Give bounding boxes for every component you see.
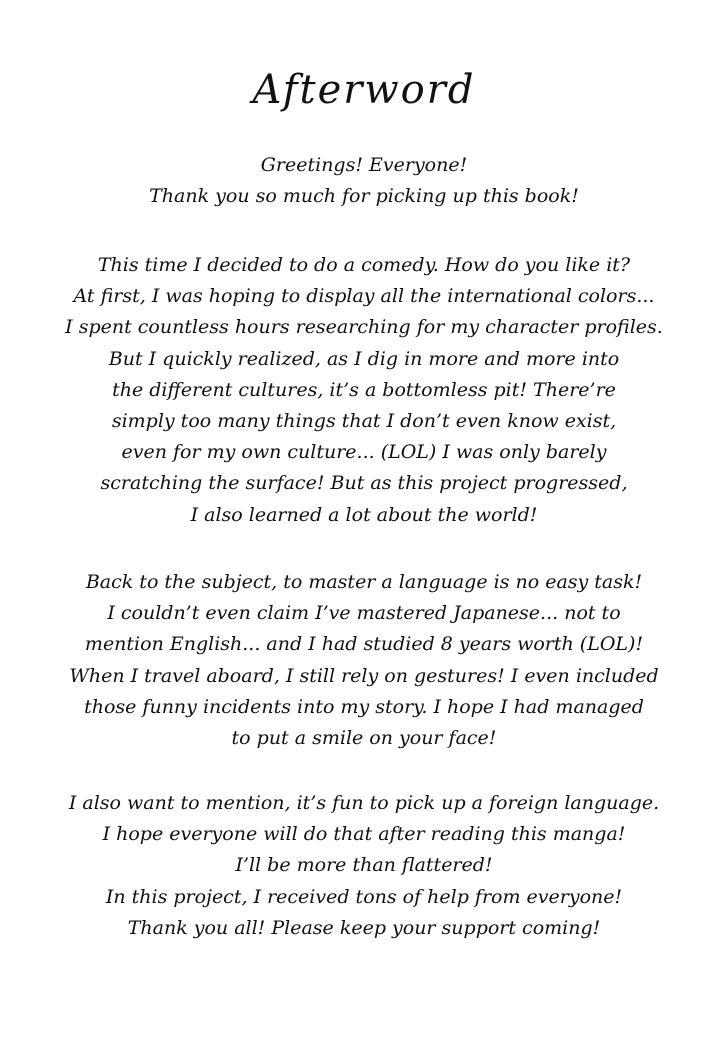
text-line: I couldn’t even claim I’ve mastered Japanese... not to bbox=[107, 602, 621, 625]
text-line: I also want to mention, it’s fun to pick up a foreign language. bbox=[68, 792, 660, 814]
text-line: Thank you all! Please keep your support coming! bbox=[127, 916, 601, 939]
text-line: Thank you so much for picking up this book! bbox=[149, 185, 579, 208]
paragraph-language bbox=[20, 567, 708, 754]
paragraph-thanks bbox=[20, 788, 708, 944]
text-line: This time I decided to do a comedy. How do you like it? bbox=[97, 254, 631, 276]
text-line: I also learned a lot about the world! bbox=[190, 503, 538, 526]
paragraph-greeting bbox=[20, 150, 708, 212]
text-line: scratching the surface! But as this project progressed, bbox=[100, 472, 628, 495]
text-line: I’ll be more than flattered! bbox=[235, 854, 493, 877]
text-line: I hope everyone will do that after reading this manga! bbox=[102, 823, 626, 846]
text-line: At first, I was hoping to display all the international colors... bbox=[73, 285, 655, 308]
text-line: even for my own culture... (LOL) I was only barely bbox=[121, 441, 607, 464]
text-line: Back to the subject, to master a language is no easy task! bbox=[85, 571, 643, 593]
text-line: I spent countless hours researching for my character profiles. bbox=[65, 316, 663, 339]
text-line: those funny incidents into my story. I hope I had managed bbox=[84, 695, 644, 718]
text-line: In this project, I received tons of help from everyone! bbox=[105, 885, 623, 908]
text-line: When I travel aboard, I still rely on gestures! I even included bbox=[69, 664, 659, 687]
text-line: Greetings! Everyone! bbox=[260, 154, 468, 176]
text-line: to put a smile on your face! bbox=[231, 726, 497, 749]
text-line: simply too many things that I don’t even know exist, bbox=[111, 409, 617, 432]
text-line: the different cultures, it’s a bottomless pit! There’re bbox=[112, 378, 616, 401]
text-line: But I quickly realized, as I dig in more and more into bbox=[108, 347, 620, 370]
text-line: mention English... and I had studied 8 years worth (LOL)! bbox=[84, 633, 644, 656]
page-title: Afterword bbox=[252, 67, 476, 113]
paragraph-comedy bbox=[20, 250, 708, 531]
